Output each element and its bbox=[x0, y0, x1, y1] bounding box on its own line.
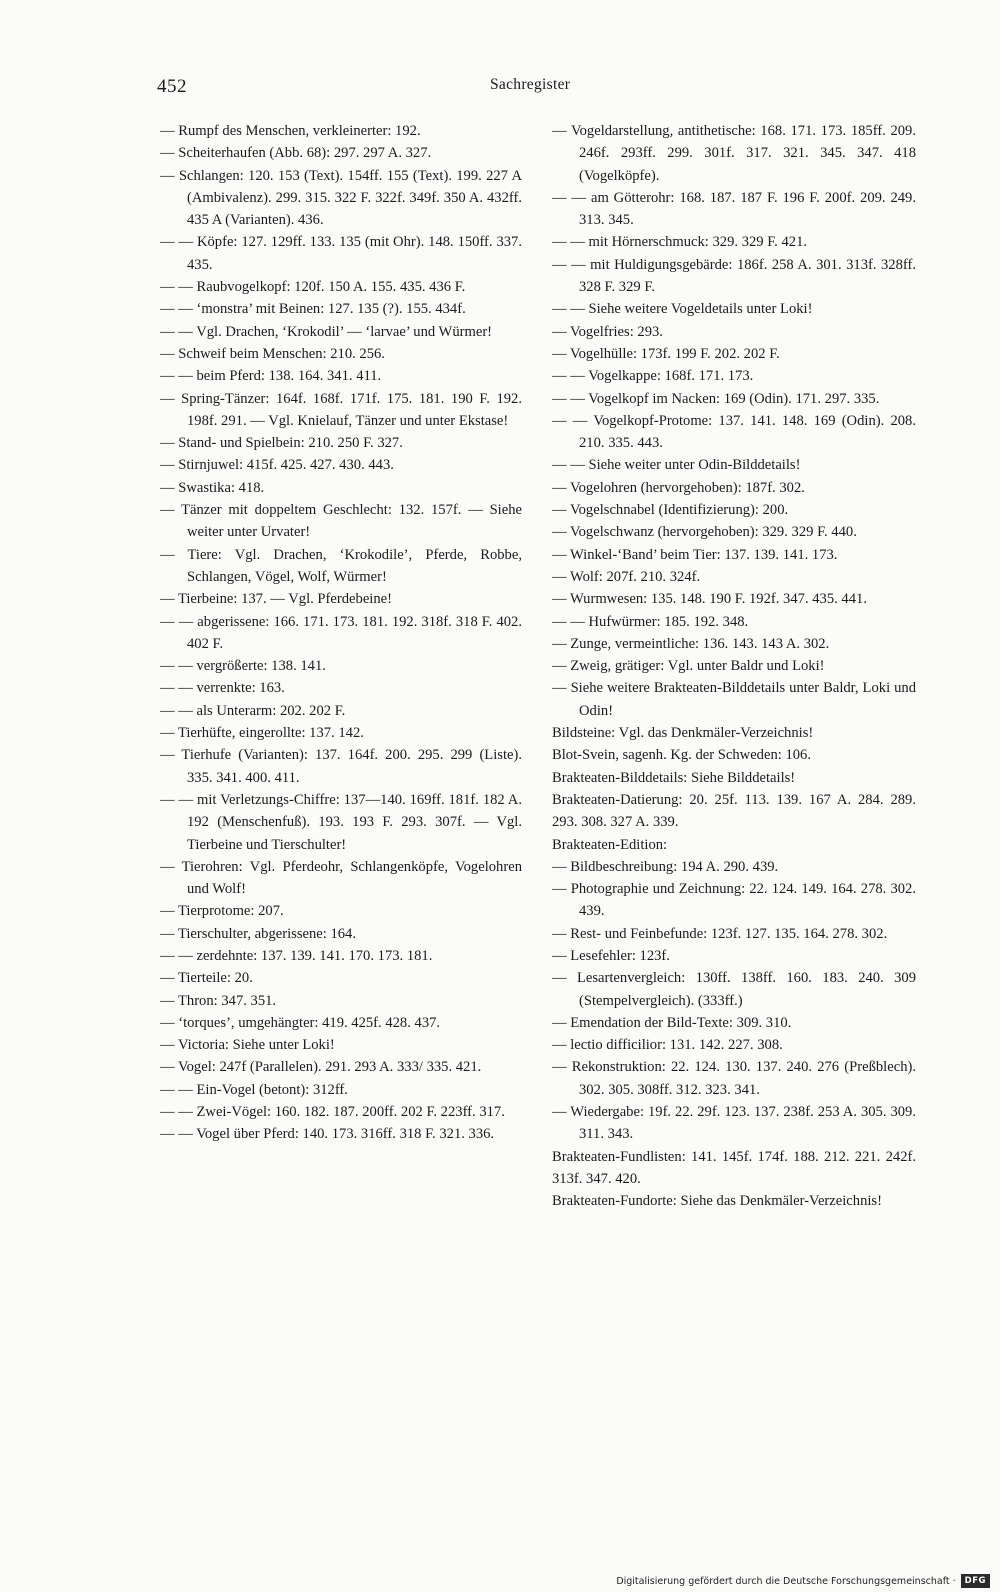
index-entry: — Wolf: 207f. 210. 324f. bbox=[552, 568, 701, 585]
index-entry: — — am Götterohr: 168. 187. 187 F. 196 F. 200f. 209. 249. 313. 345. bbox=[552, 189, 916, 229]
index-entry: — — Zwei-Vögel: 160. 182. 187. 200ff. 202 F. 223ff. 317. bbox=[160, 1104, 505, 1121]
index-entry: — — als Unterarm: 202. 202 F. bbox=[160, 702, 346, 719]
index-entry: — Scheiterhaufen (Abb. 68): 297. 297 A. 327. bbox=[160, 145, 432, 162]
index-entry: — Wiedergabe: 19f. 22. 29f. 123. 137. 238f. 253 A. 305. 309. 311. 343. bbox=[552, 1104, 916, 1143]
index-entry: — — Vogelkappe: 168f. 171. 173. bbox=[552, 368, 754, 385]
index-headword: Brakteaten-Fundlisten: 141. 145f. 174f. 188. 212. 221. 242f. 313f. 347. 420. bbox=[552, 1148, 916, 1187]
index-entry: — — Raubvogelkopf: 120f. 150 A. 155. 435. 436 F. bbox=[160, 279, 466, 296]
index-headword: Brakteaten-Edition: bbox=[552, 836, 668, 853]
index-entry: — Tierhüfte, eingerollte: 137. 142. bbox=[160, 725, 364, 742]
index-entry: — Bildbeschreibung: 194 A. 290. 439. bbox=[552, 858, 779, 875]
index-entry: — — abgerissene: 166. 171. 173. 181. 192. 318f. 318 F. 402. 402 F. bbox=[160, 613, 522, 652]
index-entry: — Emendation der Bild-Texte: 309. 310. bbox=[552, 1014, 792, 1031]
index-entry: — Victoria: Siehe unter Loki! bbox=[160, 1037, 335, 1054]
index-headword: Blot-Svein, sagenh. Kg. der Schweden: 106. bbox=[552, 747, 811, 764]
index-entry: — Schlangen: 120. 153 (Text). 154ff. 155 (Text). 199. 227 A (Ambivalenz). 299. 315. 322 F. 322f. 349f. 350 A. 432ff. 435 A (Varianten). 436. bbox=[160, 167, 522, 229]
index-entry: — — mit Hörnerschmuck: 329. 329 F. 421. bbox=[552, 234, 808, 251]
index-entry: — — Köpfe: 127. 129ff. 133. 135 (mit Ohr). 148. 150ff. 337. 435. bbox=[160, 234, 522, 273]
running-title: Sachregister bbox=[490, 76, 571, 93]
index-entry: — Vogelfries: 293. bbox=[552, 323, 663, 340]
index-entry: — Tierbeine: 137. — Vgl. Pferdebeine! bbox=[160, 591, 392, 608]
index-entry: — Zunge, vermeintliche: 136. 143. 143 A. 302. bbox=[552, 635, 830, 652]
index-entry: — — vergrößerte: 138. 141. bbox=[160, 658, 326, 675]
index-entry: — Rumpf des Menschen, verkleinerter: 192. bbox=[160, 123, 421, 139]
index-entry: — — Siehe weitere Vogeldetails unter Loki! bbox=[552, 301, 813, 318]
index-entry: — Tierteile: 20. bbox=[160, 970, 253, 987]
index-headword: Brakteaten-Fundorte: Siehe das Denkmäler-Verzeichnis! bbox=[552, 1193, 882, 1210]
index-column-right bbox=[552, 120, 916, 1213]
index-entry: — — ‘monstra’ mit Beinen: 127. 135 (?). 155. 434f. bbox=[160, 301, 466, 318]
index-entry: — Lesefehler: 123f. bbox=[552, 947, 670, 964]
index-entry: — Lesartenvergleich: 130ff. 138ff. 160. 183. 240. 309 (Stempelvergleich). (333ff.) bbox=[552, 970, 916, 1009]
index-entry: — Vogel: 247f (Parallelen). 291. 293 A. 333/ 335. 421. bbox=[160, 1059, 482, 1076]
index-entry: — — Vgl. Drachen, ‘Krokodil’ — ‘larvae’ und Würmer! bbox=[160, 323, 493, 340]
index-entry: — Vogelohren (hervorgehoben): 187f. 302. bbox=[552, 479, 805, 496]
index-headword: Bildsteine: Vgl. das Denkmäler-Verzeichnis! bbox=[552, 725, 814, 742]
index-entry: — Tänzer mit doppeltem Geschlecht: 132. 157f. — Siehe weiter unter Urvater! bbox=[160, 502, 522, 541]
index-entry: — — beim Pferd: 138. 164. 341. 411. bbox=[160, 368, 382, 385]
index-entry: — Vogeldarstellung, antithetische: 168. 171. 173. 185ff. 209. 246f. 293ff. 299. 301f. 317. 321. 345. 347. 418 (Vogelköpfe). bbox=[552, 123, 916, 184]
index-entry: — — Siehe weiter unter Odin-Bilddetails! bbox=[552, 457, 801, 474]
index-entry: — — Vogelkopf-Protome: 137. 141. 148. 169 (Odin). 208. 210. 335. 443. bbox=[552, 412, 916, 452]
index-entry: — — Ein-Vogel (betont): 312ff. bbox=[160, 1081, 348, 1098]
index-entry: — Winkel-‘Band’ beim Tier: 137. 139. 141. 173. bbox=[552, 546, 838, 563]
index-entry: — Wurmwesen: 135. 148. 190 F. 192f. 347. 435. 441. bbox=[552, 591, 867, 608]
index-entry: — — Vogelkopf im Nacken: 169 (Odin). 171. 297. 335. bbox=[552, 390, 880, 407]
index-entry: — — Hufwürmer: 185. 192. 348. bbox=[552, 613, 749, 630]
index-entry: — — zerdehnte: 137. 139. 141. 170. 173. 181. bbox=[160, 947, 433, 964]
index-entry: — Stirnjuwel: 415f. 425. 427. 430. 443. bbox=[160, 457, 394, 474]
index-entry: — Thron: 347. 351. bbox=[160, 992, 277, 1009]
index-entry: — — Vogel über Pferd: 140. 173. 316ff. 318 F. 321. 336. bbox=[160, 1126, 495, 1143]
index-entry: — Stand- und Spielbein: 210. 250 F. 327. bbox=[160, 435, 403, 452]
index-headword: Brakteaten-Datierung: 20. 25f. 113. 139. 167 A. 284. 289. 293. 308. 327 A. 339. bbox=[552, 791, 916, 831]
index-entry: — Siehe weitere Brakteaten-Bilddetails unter Baldr, Loki und Odin! bbox=[552, 680, 916, 719]
index-entry: — lectio difficilior: 131. 142. 227. 308. bbox=[552, 1037, 783, 1054]
index-entry: — — mit Huldigungsgebärde: 186f. 258 A. 301. 313f. 328ff. 328 F. 329 F. bbox=[552, 256, 916, 296]
index-entry: — — mit Verletzungs-Chiffre: 137—140. 169ff. 181f. 182 A. 192 (Menschenfuß). 193. 193 F. 293. 307f. — Vgl. Tierbeine und Tierschulter! bbox=[160, 791, 522, 853]
index-entry: — Zweig, grätiger: Vgl. unter Baldr und Loki! bbox=[552, 658, 825, 675]
index-entry: — Tierschulter, abgerissene: 164. bbox=[160, 925, 356, 942]
credit-text: Digitalisierung gefördert durch die Deutsche Forschungsgemeinschaft · bbox=[616, 1575, 956, 1587]
index-entry: — Rekonstruktion: 22. 124. 130. 137. 240. 276 (Preßblech). 302. 305. 308ff. 312. 323. 341. bbox=[552, 1059, 916, 1098]
index-entry: — Tierohren: Vgl. Pferdeohr, Schlangenköpfe, Vogelohren und Wolf! bbox=[160, 858, 522, 898]
index-entry: — Rest- und Feinbefunde: 123f. 127. 135. 164. 278. 302. bbox=[552, 925, 888, 942]
page-number: 452 bbox=[157, 76, 187, 97]
index-entry: — Tierhufe (Varianten): 137. 164f. 200. 295. 299 (Liste). 335. 341. 400. 411. bbox=[160, 747, 522, 786]
index-headword: Brakteaten-Bilddetails: Siehe Bilddetails! bbox=[552, 769, 796, 786]
index-entry: — Tierprotome: 207. bbox=[160, 903, 284, 920]
dfg-logo: DFG bbox=[961, 1574, 990, 1588]
index-entry: — Spring-Tänzer: 164f. 168f. 171f. 175. 181. 190 F. 192. 198f. 291. — Vgl. Knielauf, Tänzer und unter Ekstase! bbox=[160, 390, 522, 429]
index-entry: — ‘torques’, umgehängter: 419. 425f. 428. 437. bbox=[160, 1014, 441, 1031]
index-entry: — Vogelschnabel (Identifizierung): 200. bbox=[552, 502, 789, 519]
index-entry: — Swastika: 418. bbox=[160, 479, 265, 496]
index-entry: — — verrenkte: 163. bbox=[160, 680, 285, 697]
digitization-credit bbox=[616, 1574, 990, 1588]
index-entry: — Vogelhülle: 173f. 199 F. 202. 202 F. bbox=[552, 345, 780, 362]
index-column-left bbox=[160, 120, 522, 1146]
index-entry: — Schweif beim Menschen: 210. 256. bbox=[160, 345, 385, 362]
index-entry: — Tiere: Vgl. Drachen, ‘Krokodile’, Pferde, Robbe, Schlangen, Vögel, Wolf, Würmer! bbox=[160, 546, 522, 585]
index-entry: — Vogelschwanz (hervorgehoben): 329. 329 F. 440. bbox=[552, 524, 857, 541]
index-entry: — Photographie und Zeichnung: 22. 124. 149. 164. 278. 302. 439. bbox=[552, 881, 916, 920]
